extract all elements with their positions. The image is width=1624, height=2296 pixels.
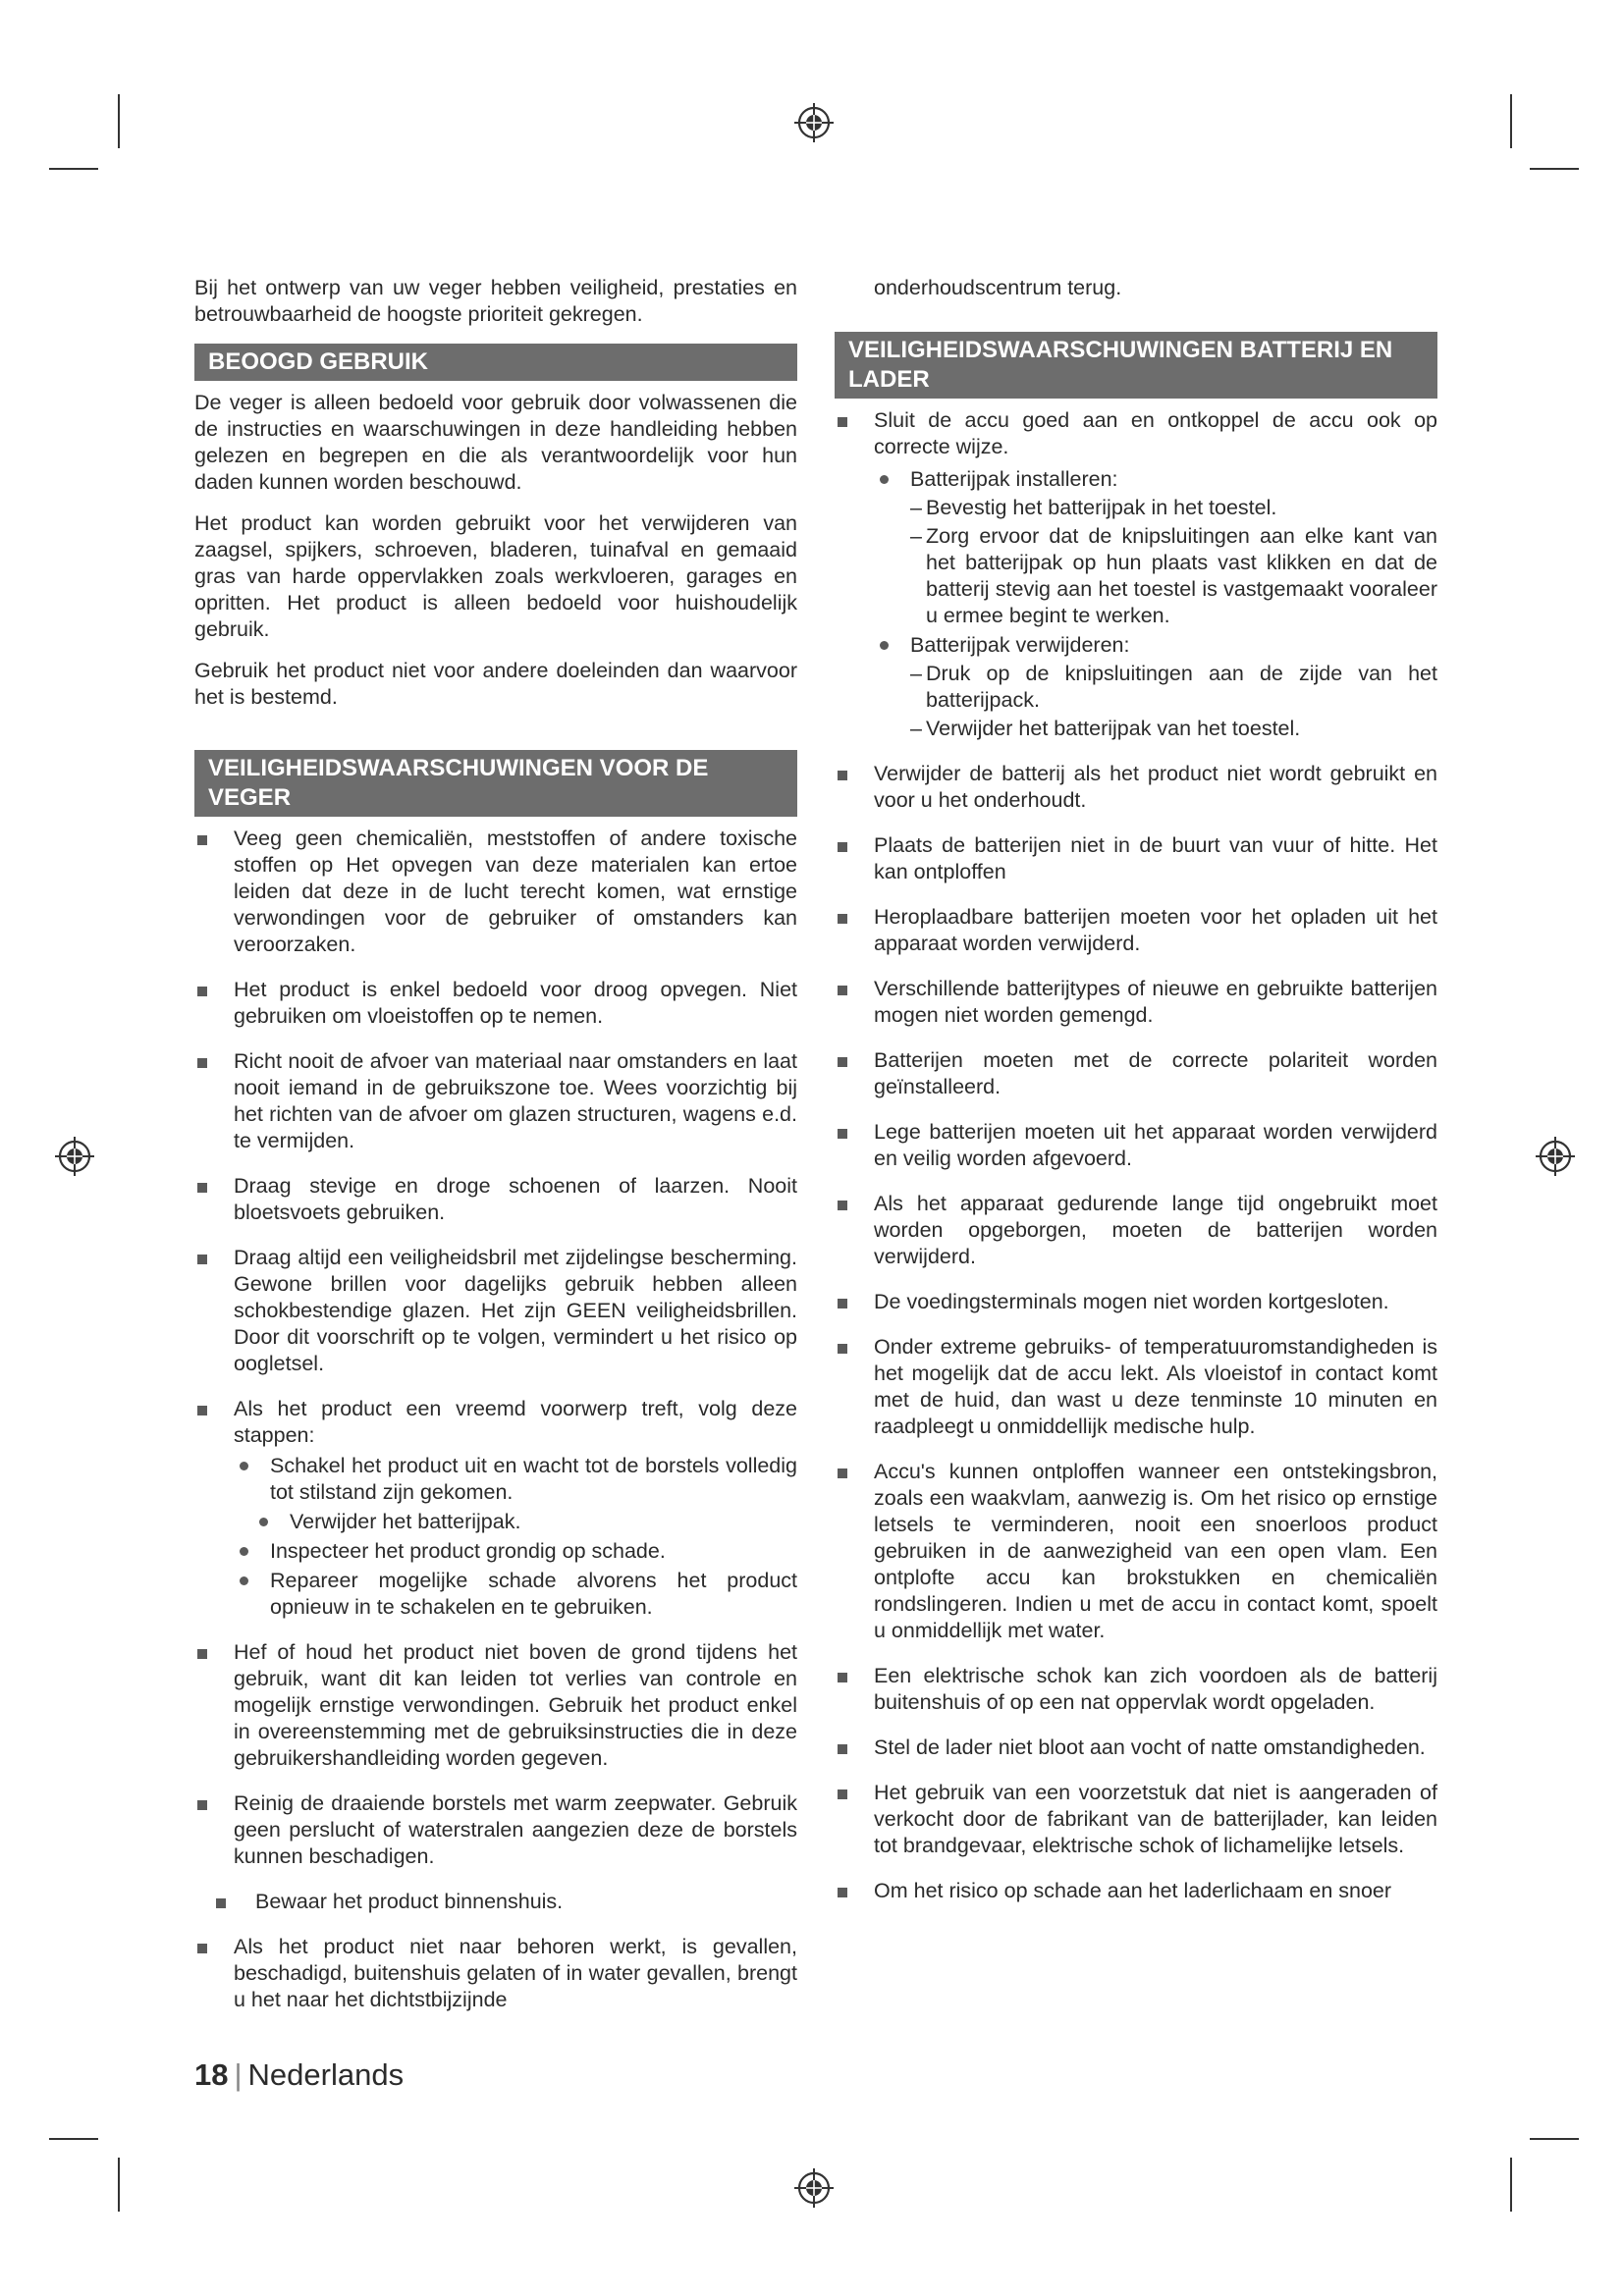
list-item: – Verwijder het batterijpak van het toestel. (910, 717, 1301, 740)
square-bullet-icon (197, 1944, 207, 1953)
section-heading-veiligheid-veger: VEILIGHEIDSWAARSCHUWINGEN VOOR DE VEGER (194, 750, 797, 817)
square-bullet-icon (838, 1057, 847, 1067)
square-bullet-icon (197, 1406, 207, 1415)
list-item: – Druk op de knipsluitingen aan de zijde van het batterijpack. (910, 662, 1437, 712)
list-item: Hef of houd het product niet boven de grond tijdens het gebruik, want dit kan leiden tot verlies van controle en mogelijk ernstige verwondingen. Gebruik het product enkel in overeenstemming met de gebruiksinstructies die in deze gebruikershandleiding worden gegeven. (194, 1639, 797, 1772)
square-bullet-icon (838, 1744, 847, 1754)
square-bullet-icon (197, 1255, 207, 1264)
footer-separator: | (234, 2057, 243, 2092)
list-item: Accu's kunnen ontploffen wanneer een ontstekingsbron, zoals een waakvlam, aanwezig is. Om het risico op ernstige letsels te verminderen, nooit een snoerloos product gebruiken in de aanwezigheid van een open vlam. Een ontplofte accu kan brokstukken en chemicaliën rondslingeren. Indien u met de accu in contact komt, spoelt u onmiddellijk met water. (835, 1459, 1437, 1644)
square-bullet-icon (838, 771, 847, 780)
list-item: Heroplaadbare batterijen moeten voor het opladen uit het apparaat worden verwijderd. (835, 904, 1437, 957)
square-bullet-icon (197, 1183, 207, 1193)
round-bullet-icon (880, 641, 889, 650)
battery-pack-instructions (874, 466, 1437, 742)
list-item: Stel de lader niet bloot aan vocht of natte omstandigheden. (835, 1735, 1437, 1761)
list-item: Bewaar het product binnenshuis. (194, 1889, 797, 1915)
crop-mark (1510, 2158, 1512, 2212)
square-bullet-icon (838, 1468, 847, 1478)
list-item: Repareer mogelijke schade alvorens het product opnieuw in te schakelen en te gebruiken. (234, 1568, 797, 1621)
square-bullet-icon (838, 1888, 847, 1897)
list-item: – Bevestig het batterijpak in het toestel. (910, 496, 1277, 519)
page-footer (194, 2057, 404, 2093)
install-steps (910, 495, 1437, 629)
list-item: Draag stevige en droge schoenen of laarzen. Nooit bloetsvoets gebruiken. (194, 1173, 797, 1226)
list-item: Om het risico op schade aan het laderlichaam en snoer (835, 1878, 1437, 1904)
crop-mark (1530, 2138, 1579, 2140)
crop-mark (49, 168, 98, 170)
paragraph: De veger is alleen bedoeld voor gebruik door volwassenen die de instructies en waarschuwingen in deze handleiding hebben gelezen en begrepen en die als verantwoordelijk voor hun daden kunnen worden beschouwd. (194, 391, 797, 494)
list-item: Veeg geen chemicaliën, meststoffen of andere toxische stoffen op Het opvegen van deze materialen kan ertoe leiden dat deze in de lucht terecht komen, wat ernstige verwondingen voor de gebruiker of omstanders kan veroorzaken. (194, 826, 797, 958)
paragraph: Het product kan worden gebruikt voor het verwijderen van zaagsel, spijkers, schroeven, bladeren, tuinafval en gemaaid gras van harde oppervlakken zoals werkvloeren, garages en opritten. Het product is alleen bedoeld voor huishoudelijk gebruik. (194, 511, 797, 641)
square-bullet-icon (838, 842, 847, 852)
list-item: Een elektrische schok kan zich voordoen als de batterij buitenshuis of op een nat oppervlak wordt opgeladen. (835, 1663, 1437, 1716)
list-item: Als het product niet naar behoren werkt, is gevallen, beschadigd, buitenshuis gelaten of in water gevallen, brengt u het naar het dichtstbijzijnde (194, 1934, 797, 2013)
section-heading-veiligheid-batterij: VEILIGHEIDSWAARSCHUWINGEN BATTERIJ EN LADER (835, 332, 1437, 399)
list-item: Verwijder de batterij als het product niet wordt gebruikt en voor u het onderhoudt. (835, 761, 1437, 814)
list-item: Lege batterijen moeten uit het apparaat worden verwijderd en veilig worden afgevoerd. (835, 1119, 1437, 1172)
dash-icon: – (910, 662, 922, 685)
registration-mark-icon (792, 101, 836, 144)
page-number: 18 (194, 2057, 229, 2092)
list-item: Plaats de batterijen niet in de buurt van vuur of hitte. Het kan ontploffen (835, 832, 1437, 885)
square-bullet-icon (838, 1201, 847, 1210)
round-bullet-icon (240, 1576, 248, 1585)
list-item: Reinig de draaiende borstels met warm zeepwater. Gebruik geen perslucht of waterstralen aangezien deze de borstels kunnen beschadigen. (194, 1790, 797, 1870)
list-item: Sluit de accu goed aan en ontkoppel de accu ook op correcte wijze. Batterijpak installeren: – Bevestig het batterijpak in het toestel. – Zorg ervoor dat de knipsluitingen aan elke kant van het batterijpak op hun plaats vast klikken en dat de batterij stevig aan het toestel is vastgemaakt vooraleer u ermee begint te werken. Batterijpak verwijderen: – Druk op de knipsluitingen aan de zijde van het batterijpack. – Verwijder het batterijpak van het toestel. (835, 407, 1437, 742)
list-item: Het product is enkel bedoeld voor droog opvegen. Niet gebruiken om vloeistoffen op te nemen. (194, 977, 797, 1030)
list-item: De voedingsterminals mogen niet worden kortgesloten. (835, 1289, 1437, 1315)
list-item: – Zorg ervoor dat de knipsluitingen aan elke kant van het batterijpak op hun plaats vast klikken en dat de batterij stevig aan het toestel is vastgemaakt vooraleer u ermee begint te werken. (910, 524, 1437, 627)
square-bullet-icon (838, 1344, 847, 1354)
remove-steps (910, 661, 1437, 742)
left-column (194, 275, 797, 2032)
dash-icon: – (910, 496, 922, 519)
dash-icon: – (910, 524, 922, 548)
round-bullet-icon (259, 1518, 268, 1526)
registration-mark-icon (792, 2166, 836, 2210)
crop-mark (118, 2158, 120, 2212)
square-bullet-icon (197, 1058, 207, 1068)
footer-language: Nederlands (247, 2057, 405, 2092)
round-bullet-icon (240, 1547, 248, 1556)
crop-mark (118, 94, 120, 148)
square-bullet-icon (838, 417, 847, 427)
registration-mark-icon (53, 1135, 96, 1178)
round-bullet-icon (880, 475, 889, 484)
square-bullet-icon (197, 987, 207, 996)
square-bullet-icon (216, 1898, 226, 1908)
intro-paragraph: Bij het ontwerp van uw veger hebben veiligheid, prestaties en betrouwbaarheid de hoogste prioriteit gekregen. (194, 276, 797, 326)
list-item: Als het apparaat gedurende lange tijd ongebruikt moet worden opgeborgen, moeten de batterijen worden verwijderd. (835, 1191, 1437, 1270)
list-item: Het gebruik van een voorzetstuk dat niet is aangeraden of verkocht door de fabrikant van de batterijlader, kan leiden tot brandgevaar, elektrische schok of lichamelijke letsels. (835, 1780, 1437, 1859)
square-bullet-icon (838, 1129, 847, 1139)
list-item: Draag altijd een veiligheidsbril met zijdelingse bescherming. Gewone brillen voor dagelijks gebruik hebben alleen schokbestendige glazen. Het zijn GEEN veiligheidsbrillen. Door dit voorschrift op te volgen, vermindert u het risico op oogletsel. (194, 1245, 797, 1377)
list-item: Batterijpak installeren: – Bevestig het batterijpak in het toestel. – Zorg ervoor dat de knipsluitingen aan elke kant van het batterijpak op hun plaats vast klikken en dat de batterij stevig aan het toestel is vastgemaakt vooraleer u ermee begint te werken. (874, 466, 1437, 629)
square-bullet-icon (838, 914, 847, 924)
square-bullet-icon (838, 1789, 847, 1799)
paragraph: Gebruik het product niet voor andere doeleinden dan waarvoor het is bestemd. (194, 659, 797, 709)
square-bullet-icon (838, 1673, 847, 1682)
list-item: Inspecteer het product grondig op schade. (234, 1538, 797, 1565)
section-heading-beoogd-gebruik: BEOOGD GEBRUIK (194, 344, 797, 381)
continuation-text: onderhoudscentrum terug. (874, 276, 1122, 299)
list-item: Schakel het product uit en wacht tot de borstels volledig tot stilstand zijn gekomen. (234, 1453, 797, 1506)
crop-mark (1530, 168, 1579, 170)
crop-mark (49, 2138, 98, 2140)
square-bullet-icon (838, 986, 847, 995)
list-item: Verwijder het batterijpak. (234, 1509, 797, 1535)
crop-mark (1510, 94, 1512, 148)
list-item: Verschillende batterijtypes of nieuwe en gebruikte batterijen mogen niet worden gemengd. (835, 976, 1437, 1029)
round-bullet-icon (240, 1462, 248, 1470)
list-item: Als het product een vreemd voorwerp treft, volg deze stappen: Schakel het product uit en wacht tot de borstels volledig tot stilstand zijn gekomen. Verwijder het batterijpak. Inspecteer het product grondig op schade. Repareer mogelijke schade alvorens het product opnieuw in te schakelen en te gebruiken. (194, 1396, 797, 1621)
square-bullet-icon (838, 1299, 847, 1308)
safety-list-batterij (835, 407, 1437, 1904)
square-bullet-icon (197, 1649, 207, 1659)
safety-list-veger (194, 826, 797, 2013)
square-bullet-icon (197, 1800, 207, 1810)
list-item: Richt nooit de afvoer van materiaal naar omstanders en laat nooit iemand in de gebruikszone toe. Wees voorzichtig bij het richten van de afvoer om glazen structuren, wagens e.d. te vermijden. (194, 1048, 797, 1154)
square-bullet-icon (197, 835, 207, 845)
dash-icon: – (910, 717, 922, 740)
registration-mark-icon (1534, 1135, 1577, 1178)
list-item: Batterijen moeten met de correcte polariteit worden geïnstalleerd. (835, 1047, 1437, 1100)
list-item: Batterijpak verwijderen: – Druk op de knipsluitingen aan de zijde van het batterijpack. – Verwijder het batterijpak van het toestel. (874, 632, 1437, 742)
foreign-object-steps (234, 1453, 797, 1621)
right-column (835, 275, 1437, 1923)
list-item: Onder extreme gebruiks- of temperatuuromstandigheden is het mogelijk dat de accu lekt. Als vloeistof in contact komt met de huid, dan wast u deze tenminste 10 minuten en raadpleegt u onmiddellijk medische hulp. (835, 1334, 1437, 1440)
